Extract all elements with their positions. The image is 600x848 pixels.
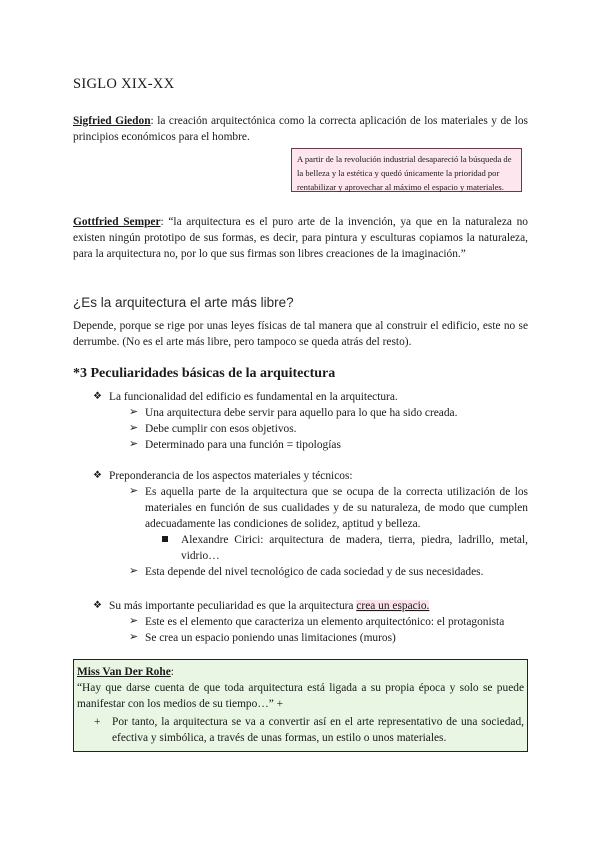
diamond-bullet-icon: ❖ <box>93 470 102 481</box>
arrow-bullet-icon: ➢ <box>129 615 139 627</box>
item1-sub: Una arquitectura debe servir para aquello para lo que ha sido creada. <box>145 407 458 419</box>
quote-heading <box>77 664 174 680</box>
diamond-bullet-icon: ❖ <box>93 600 102 611</box>
item3-sub: Este es el elemento que caracteriza un elemento arquitectónico: el protagonista <box>145 616 505 628</box>
item3-text <box>109 598 429 614</box>
arrow-bullet-icon: ➢ <box>129 422 139 434</box>
item1-sub: Determinado para una función = tipologías <box>145 439 341 451</box>
quote-conclusion: Por tanto, la arquitectura se va a convertir así en el arte representativo de una sociedad, efectiva y simbólica, a través de unas formas, un estilo o unos materiales. <box>112 716 524 744</box>
item2-text: Preponderancia de los aspectos materiales y técnicos: <box>109 470 353 482</box>
peculiarities-heading: *3 Peculiaridades básicas de la arquitectura <box>73 366 336 381</box>
arrow-bullet-icon: ➢ <box>129 406 139 418</box>
arrow-bullet-icon: ➢ <box>129 631 139 643</box>
arrow-bullet-icon: ➢ <box>129 565 139 577</box>
diamond-bullet-icon: ❖ <box>93 391 102 402</box>
giedion-text: : la creación arquitectónica como la correcta aplicación de los materiales y de los principios económicos para el hombre. <box>73 115 528 143</box>
quote-colon: : <box>170 666 174 678</box>
semper-name: Gottfried Semper <box>73 216 161 228</box>
item3-sub: Se crea un espacio poniendo unas limitaciones (muros) <box>145 632 396 644</box>
item2-example: Alexandre Cirici: arquitectura de madera, tierra, piedra, ladrillo, metal, vidrio… <box>181 534 528 562</box>
giedion-name: Sigfried Giedon <box>73 115 151 127</box>
item3-lead: Su más importante peculiaridad es que la arquitectura <box>109 600 357 612</box>
quote-text: “Hay que darse cuenta de que toda arquitectura está ligada a su propia época y solo se puede manifestar con los medios de su tiempo…” + <box>77 682 524 710</box>
arrow-bullet-icon: ➢ <box>129 438 139 450</box>
square-bullet-icon <box>162 536 168 542</box>
question-heading: ¿Es la arquitectura el arte más libre? <box>73 295 294 310</box>
item2-sub: Esta depende del nivel tecnológico de cada sociedad y de sus necesidades. <box>145 566 484 578</box>
van-der-rohe-quote-box <box>73 659 528 752</box>
item2-sub: Es aquella parte de la arquitectura que se ocupa de la correcta utilización de los materiales en función de sus cualidades y de su naturaleza, de modo que cumplen adecuadamente las condiciones de solidez, aptitud y belleza. <box>145 486 528 530</box>
item1-sub: Debe cumplir con esos objetivos. <box>145 423 297 435</box>
arrow-bullet-icon: ➢ <box>129 485 139 497</box>
highlighted-phrase: crea un espacio. <box>356 600 430 612</box>
item1-text: La funcionalidad del edificio es fundamental en la arquitectura. <box>109 391 398 403</box>
industrial-revolution-note: A partir de la revolución industrial desapareció la búsqueda de la belleza y la estética y quedó únicamente la prioridad por rentabilizar y aprovechar al máximo el espacio y materiales. <box>291 148 522 192</box>
page-title: SIGLO XIX-XX <box>73 76 175 92</box>
quote-author: Miss Van Der Rohe <box>77 666 171 678</box>
plus-bullet-icon: + <box>94 716 101 728</box>
semper-text: : “la arquitectura es el puro arte de la invención, ya que en la naturaleza no existen ningún prototipo de sus formas, es decir, para pintura y esculturas copiamos la naturaleza, para la arquitectura no, por lo que sus firmas son libres creaciones de la imaginación.” <box>73 216 528 260</box>
giedion-paragraph <box>73 113 528 145</box>
question-answer: Depende, porque se rige por unas leyes físicas de tal manera que al construir el edificio, este no se derrumbe. (No es el arte más libre, pero tampoco se queda atrás del resto). <box>73 320 528 348</box>
semper-paragraph <box>73 214 528 262</box>
